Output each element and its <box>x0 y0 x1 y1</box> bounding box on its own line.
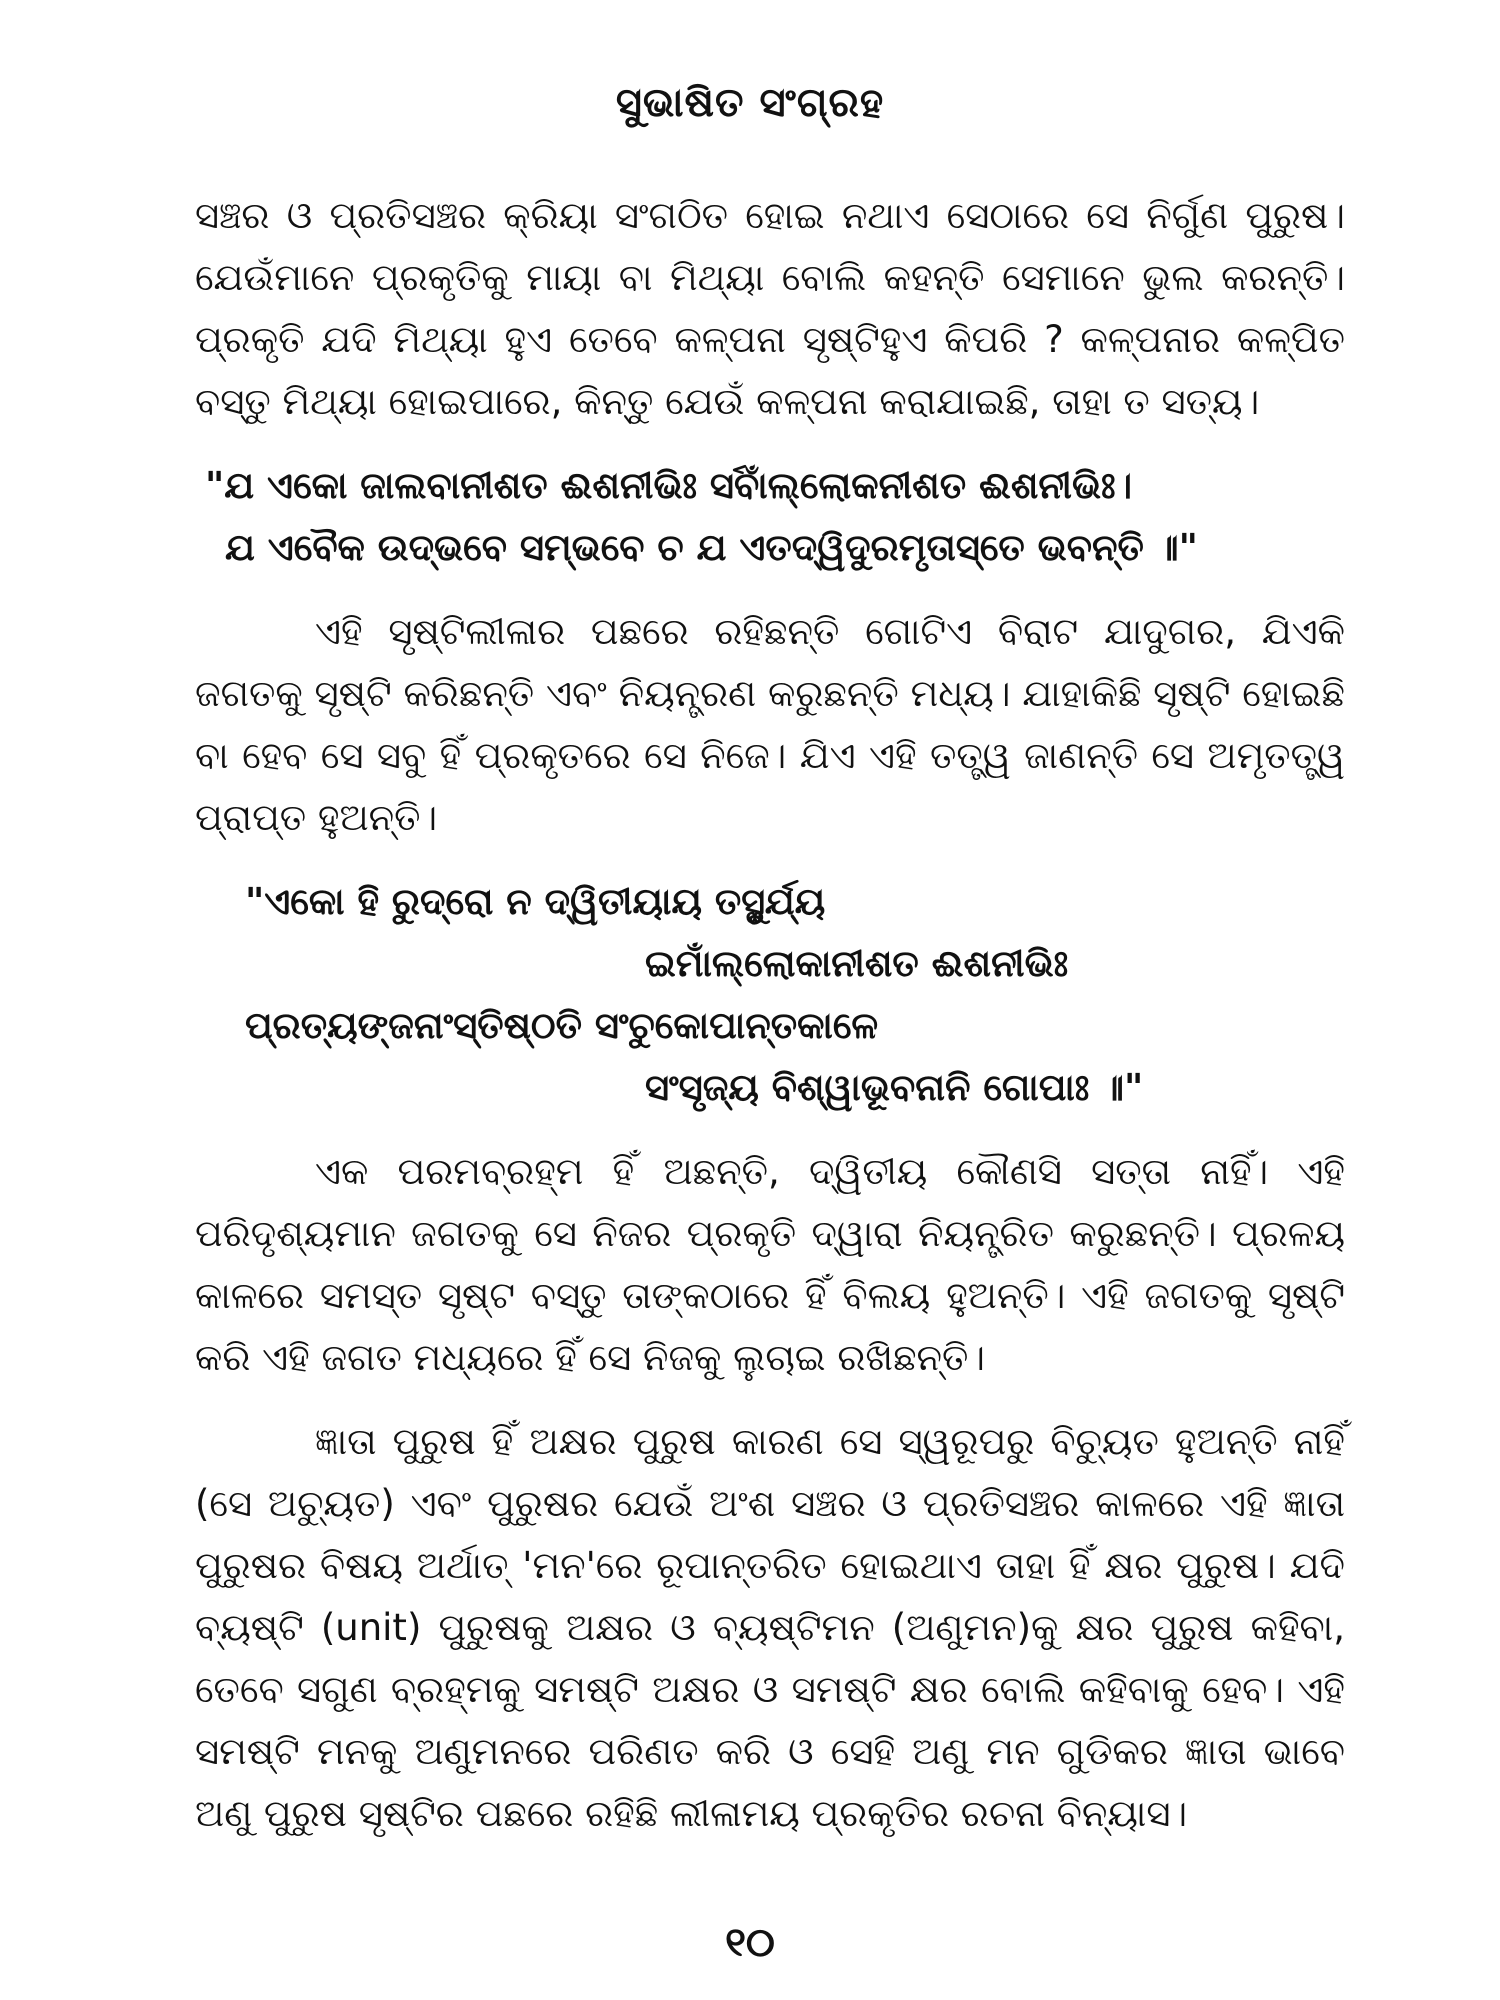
page-header-title: ସୁଭାଷିତ ସଂଗ୍ରହ <box>615 80 885 126</box>
page-number: ୧୦ <box>725 1920 775 1966</box>
verse-block-1 <box>195 455 1345 579</box>
paragraph-2: ଏହି ସୃଷ୍ଟିଲୀଳାର ପଛରେ ରହିଛନ୍ତି ଗୋଟିଏ ବିରାଟ ଯାଦୁଗର, ଯିଏକି ଜଗତକୁ ସୃଷ୍ଟି କରିଛନ୍ତି ଏବଂ ନିୟନ୍ତ୍ରଣ କରୁଛନ୍ତି ମଧ୍ୟ। ଯାହାକିଛି ସୃଷ୍ଟି ହୋଇଛି ବା ହେବ ସେ ସବୁ ହିଁ ପ୍ରକୃତରେ ସେ ନିଜେ। ଯିଏ ଏହି ତତ୍ତ୍ୱ ଜାଣନ୍ତି ସେ ଅମୃତତ୍ତ୍ୱ ପ୍ରାପ୍ତ ହୁଅନ୍ତି। <box>195 610 1345 839</box>
page-body <box>195 185 1345 1867</box>
verse-1-line-1: "ଯ ଏକୋ ଜାଲବାନୀଶତ ଈଶନୀଭିଃ ସର୍ବାଁଲ୍ଲୋକନୀଶତ ଈଶନୀଭିଃ। <box>205 464 1133 507</box>
verse-2-line-2: ଇମାଁଲ୍ଲୋକାନୀଶତ ଈଶନୀଭିଃ <box>645 942 1069 985</box>
paragraph-1: ସଞ୍ଚର ଓ ପ୍ରତିସଞ୍ଚର କ୍ରିୟା ସଂଗଠିତ ହୋଇ ନଥାଏ ସେଠାରେ ସେ ନିର୍ଗୁଣ ପୁରୁଷ। ଯେଉଁମାନେ ପ୍ରକୃତିକୁ ମାୟା ବା ମିଥ୍ୟା ବୋଲି କହନ୍ତି ସେମାନେ ଭୁଲ କରନ୍ତି। ପ୍ରକୃତି ଯଦି ମିଥ୍ୟା ହୁଏ ତେବେ କଳ୍ପନା ସୃଷ୍ଟିହୁଏ କିପରି ? କଳ୍ପନାର କଳ୍ପିତ ବସ୍ତୁ ମିଥ୍ୟା ହୋଇପାରେ, କିନ୍ତୁ ଯେଉଁ କଳ୍ପନା କରାଯାଇଛି, ତାହା ତ ସତ୍ୟ। <box>195 194 1345 423</box>
verse-2-line-3: ପ୍ରତ୍ୟଙ୍‌ଜନାଂସ୍ତିଷ୍ଠତି ସଂଚୁକୋପାନ୍ତକାଳେ <box>245 1004 879 1047</box>
verse-2-line-4: ସଂସୃଜ୍ୟ ବିଶ୍ୱାଭୂବନାନି ଗୋପାଃ ॥" <box>645 1066 1144 1109</box>
paragraph-3: ଏକ ପରମବ୍ରହ୍ମ ହିଁ ଅଛନ୍ତି, ଦ୍ୱିତୀୟ କୌଣସି ସତ୍ତା ନାହିଁ। ଏହି ପରିଦୃଶ୍ୟମାନ ଜଗତକୁ ସେ ନିଜର ପ୍ରକୃତି ଦ୍ୱାରା ନିୟନ୍ତ୍ରିତ କରୁଛନ୍ତି। ପ୍ରଳୟ କାଳରେ ସମସ୍ତ ସୃଷ୍ଟ ବସ୍ତୁ ତାଙ୍କଠାରେ ହିଁ ବିଲୟ ହୁଅନ୍ତି। ଏହି ଜଗତକୁ ସୃଷ୍ଟି କରି ଏହି ଜଗତ ମଧ୍ୟରେ ହିଁ ସେ ନିଜକୁ ଲୁଚାଇ ରଖିଛନ୍ତି। <box>195 1150 1345 1379</box>
verse-2-line-1: "ଏକୋ ହି ରୁଦ୍ରୋ ନ ଦ୍ୱିତୀୟାୟ ତସ୍ଥୁର୍ଯ୍ୟ <box>245 880 826 923</box>
verse-1-line-2: ଯ ଏବୈକ ଉଦ୍ଭବେ ସମ୍ଭବେ ଚ ଯ ଏତଦ୍ୱିଦୁରମୃତାସ୍ତେ ଭବନ୍ତି ॥" <box>225 526 1198 569</box>
paragraph-4: ଜ୍ଞାତା ପୁରୁଷ ହିଁ ଅକ୍ଷର ପୁରୁଷ କାରଣ ସେ ସ୍ୱରୂପରୁ ବିଚ୍ୟୁତ ହୁଅନ୍ତି ନାହିଁ (ସେ ଅଚ୍ୟୁତ) ଏବଂ ପୁରୁଷର ଯେଉଁ ଅଂଶ ସଞ୍ଚର ଓ ପ୍ରତିସଞ୍ଚର କାଳରେ ଏହି ଜ୍ଞାତା ପୁରୁଷର ବିଷୟ ଅର୍ଥାତ୍ 'ମନ'ରେ ରୂପାନ୍ତରିତ ହୋଇଥାଏ ତାହା ହିଁ କ୍ଷର ପୁରୁଷ। ଯଦି ବ୍ୟଷ୍ଟି (unit) ପୁରୁଷକୁ ଅକ୍ଷର ଓ ବ୍ୟଷ୍ଟିମନ (ଅଣୁମନ)କୁ କ୍ଷର ପୁରୁଷ କହିବା, ତେବେ ସଗୁଣ ବ୍ରହ୍ମକୁ ସମଷ୍ଟି ଅକ୍ଷର ଓ ସମଷ୍ଟି କ୍ଷର ବୋଲି କହିବାକୁ ହେବ। ଏହି ସମଷ୍ଟି ମନକୁ ଅଣୁମନରେ ପରିଣତ କରି ଓ ସେହି ଅଣୁ ମନ ଗୁଡିକର ଜ୍ଞାତା ଭାବେ ଅଣୁ ପୁରୁଷ ସୃଷ୍ଟିର ପଛରେ ରହିଛି ଲୀଳାମୟ ପ୍ରକୃତିର ରଚନା ବିନ୍ୟାସ। <box>195 1420 1345 1835</box>
verse-block-2 <box>195 871 1345 1119</box>
